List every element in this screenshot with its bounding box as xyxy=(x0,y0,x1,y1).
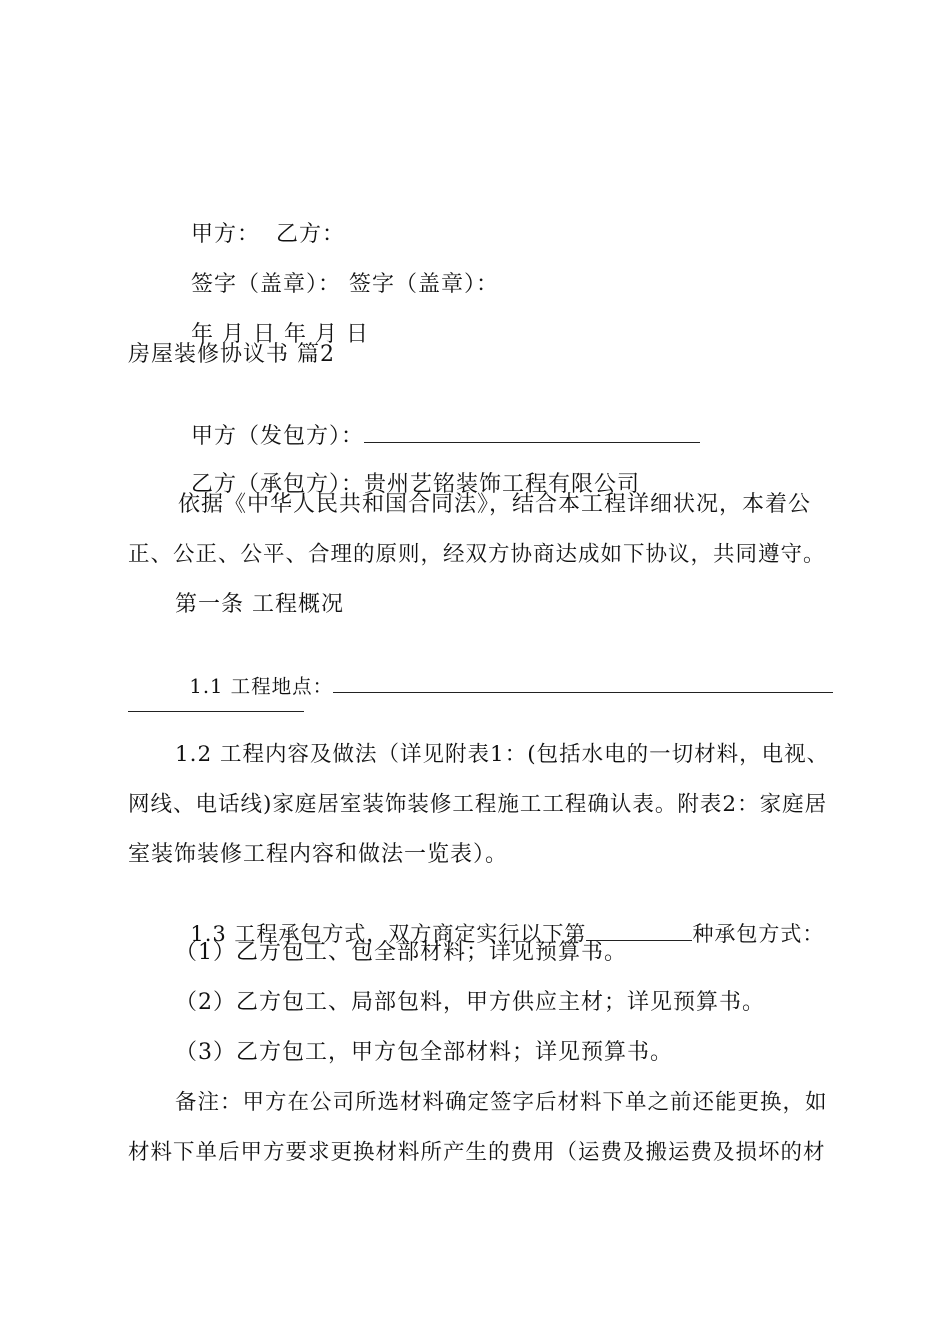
item-1-1-label: 1.1 工程地点： xyxy=(189,675,334,698)
party-a-sign-label: 甲方： xyxy=(191,222,261,247)
party-b-label: 乙方（承包方）： xyxy=(191,472,365,497)
item-1-3-text-after: 种承包方式： xyxy=(692,922,825,946)
party-a-label: 甲方（发包方）： xyxy=(191,424,365,449)
option-2: （2）乙方包工、局部包料，甲方供应主材；详见预算书。 xyxy=(175,990,765,1015)
article-title: 房屋装修协议书 篇2 xyxy=(128,342,335,367)
party-b-seal-label: 签字（盖章）： xyxy=(349,272,500,297)
party-b-name: 贵州艺铭装饰工程有限公司 xyxy=(364,472,641,497)
intro-line-1: 依据《中华人民共和国合同法》，结合本工程详细状况，本着公 xyxy=(178,492,812,517)
party-b-date-label: 年 月 日 xyxy=(284,322,369,347)
intro-line-2: 正、公正、公平、合理的原则，经双方协商达成如下协议，共同遵守。 xyxy=(128,542,826,567)
item-1-2-line-1: 1.2 工程内容及做法（详见附表1：(包括水电的一切材料，电视、 xyxy=(175,742,830,767)
item-1-3-text-before: 1.3 工程承包方式，双方商定实行以下第 xyxy=(190,922,587,946)
party-b-sign-label: 乙方： xyxy=(276,222,346,247)
item-1-1-blank xyxy=(333,670,833,693)
remark-line-1: 备注：甲方在公司所选材料确定签字后材料下单之前还能更换，如 xyxy=(175,1090,828,1115)
option-1: （1）乙方包工、包全部材料；详见预算书。 xyxy=(175,940,627,965)
section-1-title: 第一条 工程概况 xyxy=(175,592,344,617)
item-1-1-row xyxy=(175,640,833,702)
party-a-date-label: 年 月 日 xyxy=(191,322,276,347)
remark-line-2: 材料下单后甲方要求更换材料所产生的费用（运费及搬运费及损坏的材 xyxy=(128,1140,826,1165)
item-1-1-blank-continuation xyxy=(128,711,304,712)
option-3: （3）乙方包工，甲方包全部材料；详见预算书。 xyxy=(175,1040,673,1065)
item-1-2-line-2: 网线、电话线)家庭居室装饰装修工程施工工程确认表。附表2：家庭居 xyxy=(128,792,828,817)
party-a-seal-label: 签字（盖章）： xyxy=(191,272,342,297)
item-1-2-line-3: 室装饰装修工程内容和做法一览表）。 xyxy=(128,842,509,867)
